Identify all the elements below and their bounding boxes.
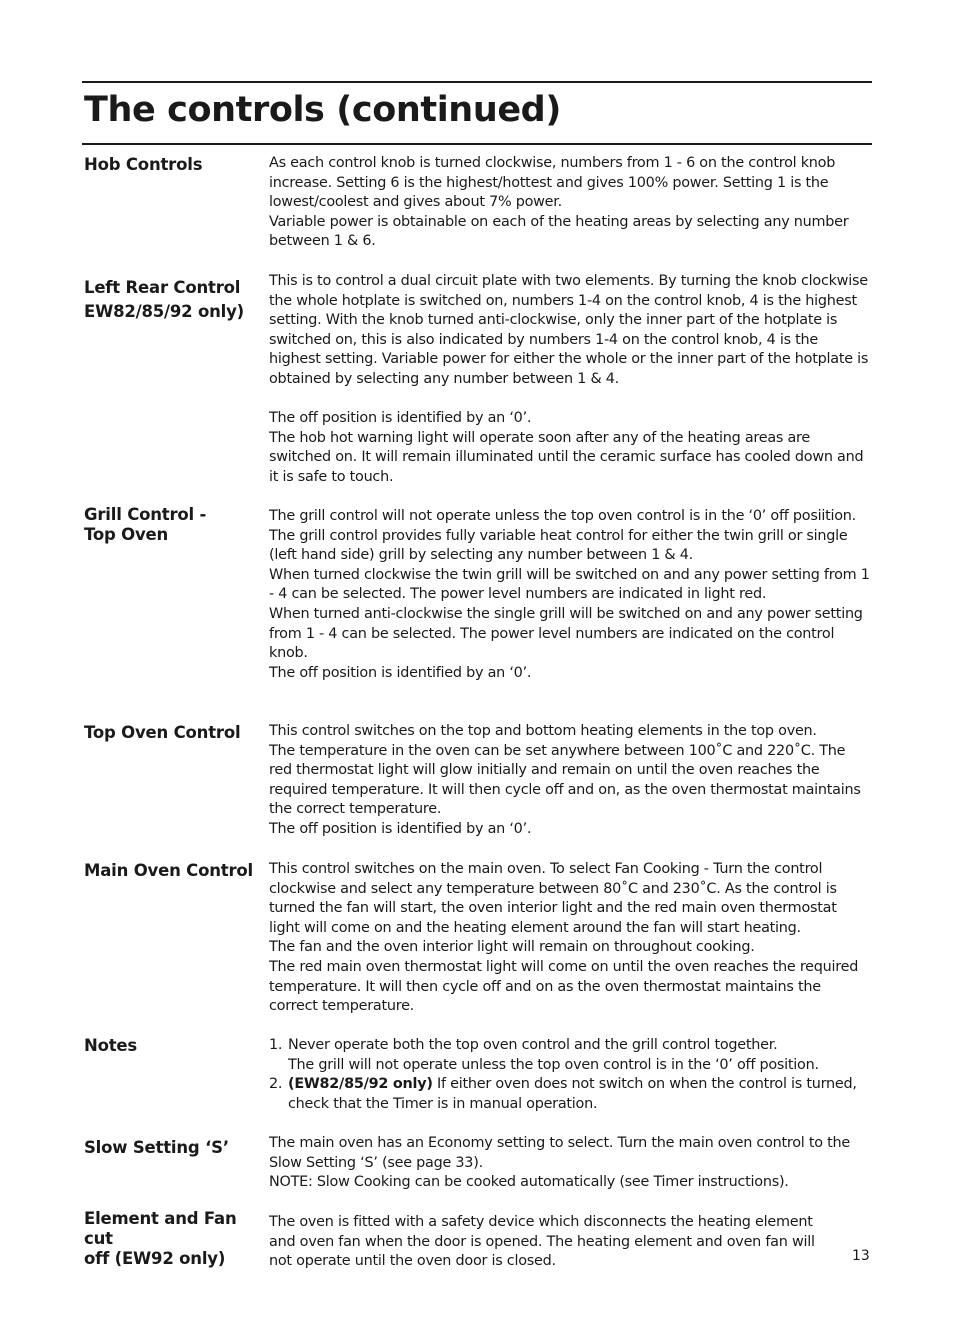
section-body-hob — [269, 154, 871, 252]
section-label-slow — [84, 1136, 264, 1160]
label-line: Grill Control - — [84, 505, 207, 524]
label-line: Left Rear Control — [84, 278, 241, 297]
paragraph: This is to control a dual circuit plate with two elements. By turning the knob clockwise the whole hotplate is switched on, numbers 1-4 on the control knob, 4 is the highest setting. With the knob turned anti-clockwise, only the inner part of the hotplate is switched on, this is also indicated by numbers 1-4 on the control knob, 4 is the highest setting. Variable power for either the whole or the inner part of the hotplate is obtained by selecting any number between 1 & 4. — [269, 273, 869, 387]
paragraph: The red main oven thermostat light will come on until the oven reaches the required temperature. It will then cycle off and on as the oven thermostat maintains the correct temperature. — [269, 958, 859, 1015]
note-item — [269, 1075, 871, 1114]
label-line: Top Oven — [84, 525, 169, 544]
paragraph: The temperature in the oven can be set anywhere between 100˚C and 220˚C. The red thermostat light will glow initially and remain on until the oven reaches the required temperature. It will then cycle off and on, as the oven thermostat maintains the correct temperature. — [269, 742, 861, 818]
label-line: Main Oven Control — [84, 861, 253, 880]
paragraph: The fan and the oven interior light will remain on throughout cooking. — [269, 939, 755, 956]
paragraph: The main oven has an Economy setting to select. Turn the main oven control to the Slow Setting ‘S’ (see page 33). — [269, 1135, 851, 1171]
section-body-notes — [269, 1036, 871, 1114]
label-line: Top Oven Control — [84, 723, 241, 742]
paragraph: This control switches on the main oven. To select Fan Cooking - Turn the control clockwise and select any temperature between 80˚C and 230˚C. As the control is turned the fan will start, the oven interior light and the red main oven thermostat light will come on and the heating element around the fan will start heating. — [269, 861, 837, 936]
note-text — [288, 1075, 871, 1114]
paragraph: The grill control will not operate unless the top oven control is in the ‘0’ off posiition. — [269, 508, 856, 524]
note-line: Never operate both the top oven control and the grill control together. — [288, 1037, 778, 1053]
section-body-grill — [269, 507, 871, 683]
section-label-left-rear — [84, 276, 264, 324]
top-rule — [82, 81, 872, 83]
paragraph: This control switches on the top and bottom heating elements in the top oven. — [269, 723, 817, 739]
paragraph: The hob hot warning light will operate soon after any of the heating areas are switched on. It will remain illuminated until the ceramic surface has cooled down and it is safe to touch. — [269, 429, 864, 485]
section-label-notes — [84, 1034, 264, 1058]
note-number: 2. — [269, 1076, 283, 1093]
note-item — [269, 1036, 871, 1075]
note-emphasis: (EW82/85/92 only) — [288, 1076, 433, 1093]
label-line: Hob Controls — [84, 155, 203, 174]
label-line: Element and Fan cut — [84, 1209, 237, 1248]
note-line: If either oven does not switch on when the control is turned, check that the Timer is in manual operation. — [288, 1076, 857, 1112]
page-number: 13 — [852, 1248, 870, 1264]
note-line: The grill will not operate unless the top oven control is in the ‘0’ off position. — [288, 1056, 819, 1073]
paragraph: The off position is identified by an ‘0’. — [269, 410, 532, 427]
section-body-slow — [269, 1134, 871, 1193]
section-label-top-oven — [84, 721, 264, 745]
note-number: 1. — [269, 1037, 283, 1053]
label-line: Notes — [84, 1036, 138, 1055]
paragraph: When turned anti-clockwise the single grill will be switched on and any power setting from 1 - 4 can be selected. The power level numbers are indicated on the control knob. — [269, 605, 863, 662]
section-body-main-oven — [269, 860, 871, 1017]
paragraph: Variable power is obtainable on each of the heating areas by selecting any number between 1 & 6. — [269, 213, 849, 250]
paragraph: As each control knob is turned clockwise, numbers from 1 - 6 on the control knob increase. Setting 6 is the highest/hottest and gives 100% power. Setting 1 is the lowest/coolest and gives about 7% power. — [269, 155, 836, 211]
paragraph: The off position is identified by an ‘0’. — [269, 820, 532, 837]
note-text — [288, 1036, 871, 1075]
title-rule — [82, 143, 872, 145]
paragraph: NOTE: Slow Cooking can be cooked automatically (see Timer instructions). — [269, 1174, 789, 1191]
section-label-element — [84, 1209, 264, 1269]
section-body-element — [269, 1213, 839, 1272]
page-title: The controls (continued) — [84, 90, 561, 130]
section-label-main-oven — [84, 859, 264, 883]
label-line: off (EW92 only) — [84, 1249, 226, 1268]
section-label-hob — [84, 153, 264, 177]
paragraph: When turned clockwise the twin grill will be switched on and any power setting from 1 - 4 can be selected. The power level numbers are indicated in light red. — [269, 566, 870, 603]
section-body-top-oven — [269, 722, 871, 840]
paragraph: The off position is identified by an ‘0’. — [269, 664, 532, 681]
section-label-grill — [84, 505, 264, 545]
section-body-left-rear — [269, 272, 871, 488]
paragraph: The grill control provides fully variable heat control for either the twin grill or single (left hand side) grill by selecting any number between 1 & 4. — [269, 527, 848, 564]
paragraph: The oven is fitted with a safety device which disconnects the heating element and oven fan when the door is opened. The heating element and oven fan will not operate until the oven door is closed. — [269, 1214, 815, 1270]
label-line: Slow Setting ‘S’ — [84, 1138, 229, 1157]
label-line: EW82/85/92 only) — [84, 302, 244, 321]
